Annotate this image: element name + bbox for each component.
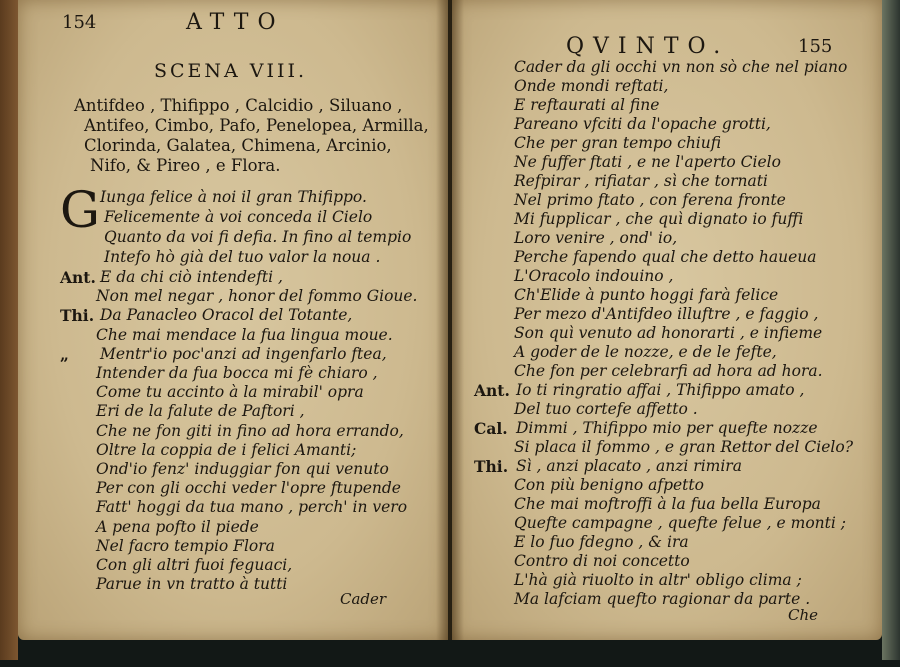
cast-line: Antifeo, Cimbo, Pafo, Penelopea, Armilla, [84, 116, 429, 135]
verse-line: Iunga felice à noi il gran Thifippo. [100, 188, 367, 206]
verse-line: Mentr'io poc'anzi ad ingenfarlo ftea, [100, 344, 387, 363]
verse-line: E lo fuo fdegno , & ira [514, 533, 689, 551]
verse-line: Come tu accinto à la mirabil' opra [96, 383, 364, 402]
verse-line: Che mai mendace la fua lingua moue. [96, 325, 393, 344]
verse-line: Loro venire , ond' io, [514, 229, 678, 247]
verse-line: Del tuo cortefe affetto . [514, 400, 698, 418]
right-catchword: Che [788, 606, 819, 624]
verse-line: Nel facro tempio Flora [96, 536, 275, 555]
speaker-label: Ant. [60, 268, 96, 287]
verse-line: Non mel negar , honor del fommo Gioue. [96, 287, 418, 306]
verse-line: Ch'Elide à punto hoggi farà felice [514, 286, 779, 304]
verse-line: Oltre la coppia de i felici Amanti; [96, 440, 357, 459]
verse-line: Ne fuffer ftati , e ne l'aperto Cielo [514, 153, 781, 171]
verse-line: Contro di noi concetto [514, 552, 690, 570]
speaker-label: Ant. [474, 381, 510, 400]
right-page-number: 155 [798, 36, 833, 57]
left-catchword: Cader [340, 590, 387, 608]
verse-line: L'hà già riuolto in altr' obligo clima ; [514, 571, 802, 589]
verse-line: Perche fapendo qual che detto haueua [514, 248, 817, 266]
cast-line: Nifo, & Pireo , e Flora. [90, 156, 281, 175]
verse-line: Mi fupplicar , che quì dignato io fuffi [514, 210, 804, 228]
verse-line: Felicemente à voi conceda il Cielo [104, 208, 373, 226]
verse-line: Pareano vfciti da l'opache grotti, [514, 115, 771, 133]
verse-line: Quefte campagne , quefte felue , e monti ; [514, 514, 846, 532]
verse-line: L'Oracolo indouino , [514, 267, 674, 285]
verse-line: Io ti ringratio affai , Thifippo amato , [516, 381, 805, 399]
speaker-label: Thi. [474, 457, 509, 476]
verse-line: Sì , anzi placato , anzi rimira [516, 457, 742, 475]
verse-line: E da chi ciò intendefti , [100, 268, 283, 286]
verse-line: A goder de le nozze, e de le fefte, [514, 343, 777, 361]
verse-line: Che ne fon giti in fino ad hora errando, [96, 421, 404, 440]
verse-line: Nel primo ftato , con ferena fronte [514, 191, 786, 209]
left-book-edge [0, 0, 18, 660]
left-page-number: 154 [62, 12, 97, 33]
cast-line: Clorinda, Galatea, Chimena, Arcinio, [84, 136, 392, 155]
verse-line: Fatt' hoggi da tua mano , perch' in vero [96, 498, 408, 517]
verse-line: Con gli altri fuoi feguaci, [96, 556, 293, 574]
scene-title: SCENA VIII. [154, 60, 308, 82]
speaker-label: Cal. [474, 419, 508, 438]
verse-line: Ond'io fenz' induggiar fon qui venuto [96, 460, 389, 478]
speaker-label: Thi. [60, 306, 95, 326]
left-running-head: ATTO [186, 10, 285, 35]
verse-line: Con più benigno afpetto [514, 476, 704, 494]
verse-line: Che mai moftroffi à la fua bella Europa [514, 495, 821, 513]
right-book-edge [882, 0, 900, 660]
drop-cap: G [60, 181, 100, 239]
verse-line: Onde mondi reftati, [514, 77, 669, 95]
verse-line: Cader da gli occhi vn non sò che nel piano [514, 58, 848, 76]
verse-line: Quanto da voi fi defia. In fino al tempio [104, 228, 412, 246]
verse-line: Si placa il fommo , e gran Rettor del Cielo? [514, 438, 854, 456]
verse-line: E reftaurati al fine [514, 96, 660, 114]
verse-line: A pena pofto il piede [96, 517, 259, 536]
verse-line: Da Panacleo Oracol del Totante, [100, 306, 353, 325]
verse-line: Parue in vn tratto à tutti [96, 575, 288, 594]
verse-line: Ma lafciam quefto ragionar da parte . [514, 590, 811, 608]
book-gutter [436, 0, 464, 640]
verse-line: Son quì venuto ad honorarti , e infieme [514, 324, 823, 342]
verse-line: Intender da fua bocca mi fè chiaro , [96, 364, 378, 382]
cast-line: Antifdeo , Thifippo , Calcidio , Siluano , [74, 96, 403, 115]
verse-line: Per con gli occhi veder l'opre ftupende [96, 479, 401, 498]
right-running-head: QVINTO. [566, 34, 730, 59]
verse-line: Che per gran tempo chiufi [514, 134, 722, 152]
verse-line: Refpirar , rifiatar , sì che tornati [514, 172, 768, 190]
verse-line: Dimmi , Thifippo mio per quefte nozze [516, 419, 818, 437]
verse-line: Per mezo d'Antifdeo illuftre , e faggio , [514, 305, 819, 323]
verse-line: Eri de la falute de Paftori , [96, 402, 305, 421]
speaker-label: „ [60, 344, 69, 364]
verse-line: Intefo hò già del tuo valor la noua . [104, 248, 381, 266]
verse-line: Che fon per celebrarfi ad hora ad hora. [514, 362, 823, 380]
